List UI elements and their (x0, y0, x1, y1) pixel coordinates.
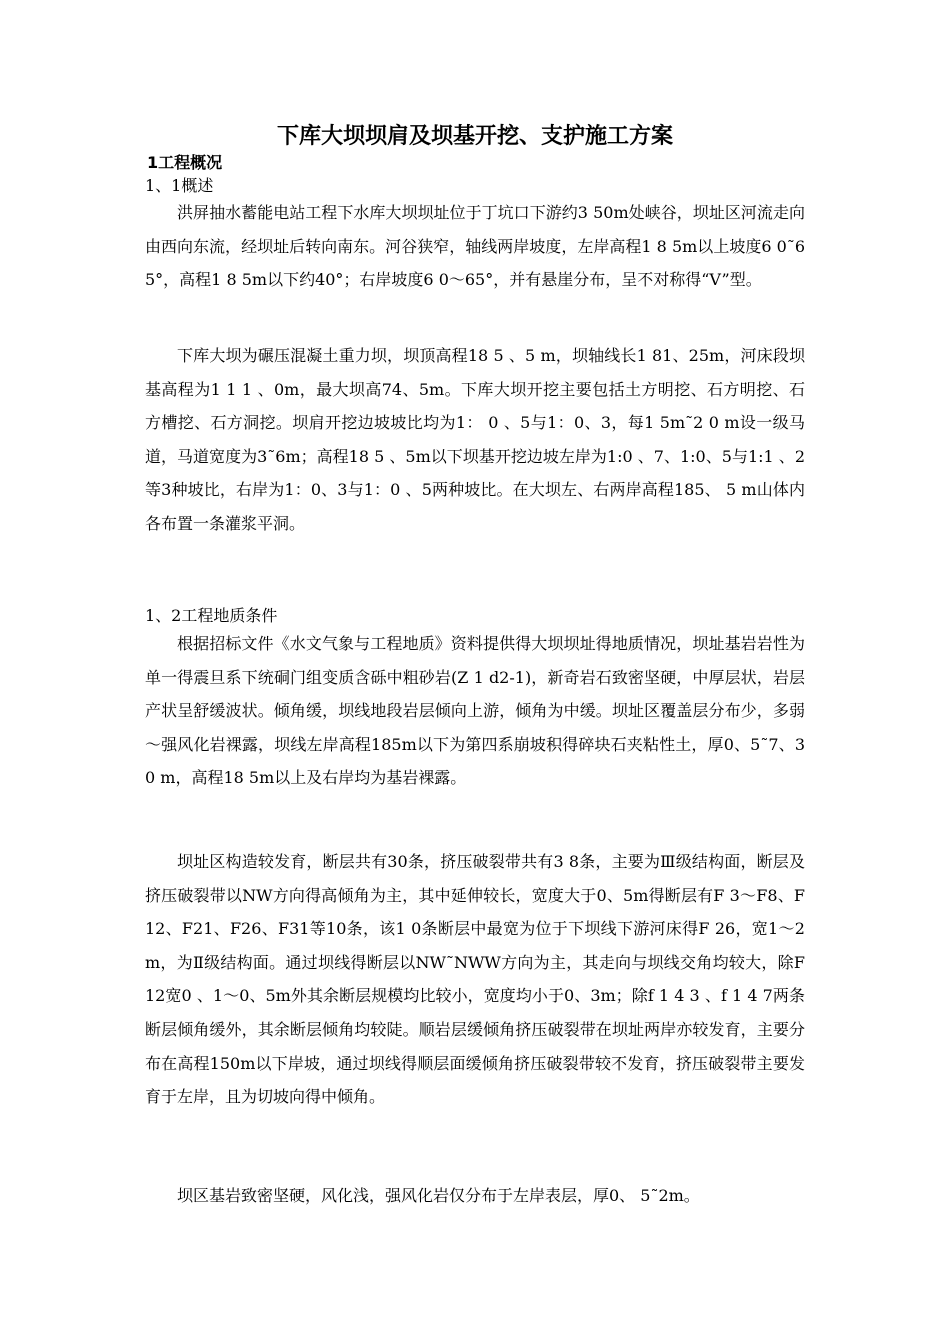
paragraph-structure: 坝址区构造较发育，断层共有30条，挤压破裂带共有3 8条，主要为Ⅲ级结构面，断层及挤压破裂带以NW方向得高倾角为主，其中延伸较长，宽度大于0、5m得断层有F 3～F8、F12、F21、F26、F31等10条，该1 0条断层中最宽为位于下坝线下游河床得F 26，宽1～2 m，为Ⅱ级结构面。通过坝线得断层以NW˜NWW方向为主，其走向与坝线交角均较大，除F12宽0 、1～0、5m外其余断层规模均比较小，宽度均小于0、3m；除f 1 4 3 、f 1 4 7两条断层倾角缓外，其余断层倾角均较陡。顺岩层缓倾角挤压破裂带在坝址两岸亦较发育，主要分布在高程150m以下岸坡，通过坝线得顺层面缓倾角挤压破裂带较不发育，挤压破裂带主要发育于左岸，且为切坡向得中倾角。 (145, 852, 805, 1107)
document-title: 下库大坝坝肩及坝基开挖、支护施工方案 (276, 124, 673, 149)
section-heading-project-overview: 1工程概况 (147, 153, 223, 172)
paragraph-dam-description: 下库大坝为碾压混凝土重力坝，坝顶高程18 5 、5 m，坝轴线长1 81、25m，河床段坝基高程为1 1 1 、0m，最大坝高74、5m。下库大坝开挖主要包括土方明挖、石方明挖、石方槽挖、石方洞挖。坝肩开挖边坡坡比均为1： 0 、5与1：0、3，每1 5m˜2 0 m设一级马道，马道宽度为3˜6m；高程18 5 、5m以下坝基开挖边坡左岸为1:0 、7、1:0、5与1:1 、2等3种坡比，右岸为1：0、3与1：0 、5两种坡比。在大坝左、右两岸高程185、 5 m山体内各布置一条灌浆平洞。 (145, 346, 805, 533)
paragraph-overview: 洪屏抽水蓄能电站工程下水库大坝坝址位于丁坑口下游约3 50m处峡谷，坝址区河流走向由西向东流，经坝址后转向南东。河谷狭窄，轴线两岸坡度，左岸高程1 8 5m以上坡度6 0˜6 5°，高程1 8 5m以下约40°；右岸坡度6 0～65°，并有悬崖分布，呈不对称得“V”型。 (145, 203, 805, 290)
paragraph-geology: 根据招标文件《水文气象与工程地质》资料提供得大坝坝址得地质情况，坝址基岩岩性为单一得震旦系下统硐门组变质含砾中粗砂岩(Z 1 d2-1)，新奇岩石致密坚硬，中厚层状，岩层产状呈舒缓波状。倾角缓，坝线地段岩层倾向上游，倾角为中缓。坝址区覆盖层分布少，多弱～强风化岩裸露，坝线左岸高程185m以下为第四系崩坡积得碎块石夹粘性土，厚0、5˜7、3 0 m，高程18 5m以上及右岸均为基岩裸露。 (145, 634, 805, 788)
subsection-heading-geology: 1、2工程地质条件 (145, 606, 278, 625)
paragraph-bedrock: 坝区基岩致密坚硬，风化浅，强风化岩仅分布于左岸表层，厚0、 5˜2m。 (177, 1186, 700, 1205)
subsection-heading-overview: 1、1概述 (145, 176, 214, 195)
